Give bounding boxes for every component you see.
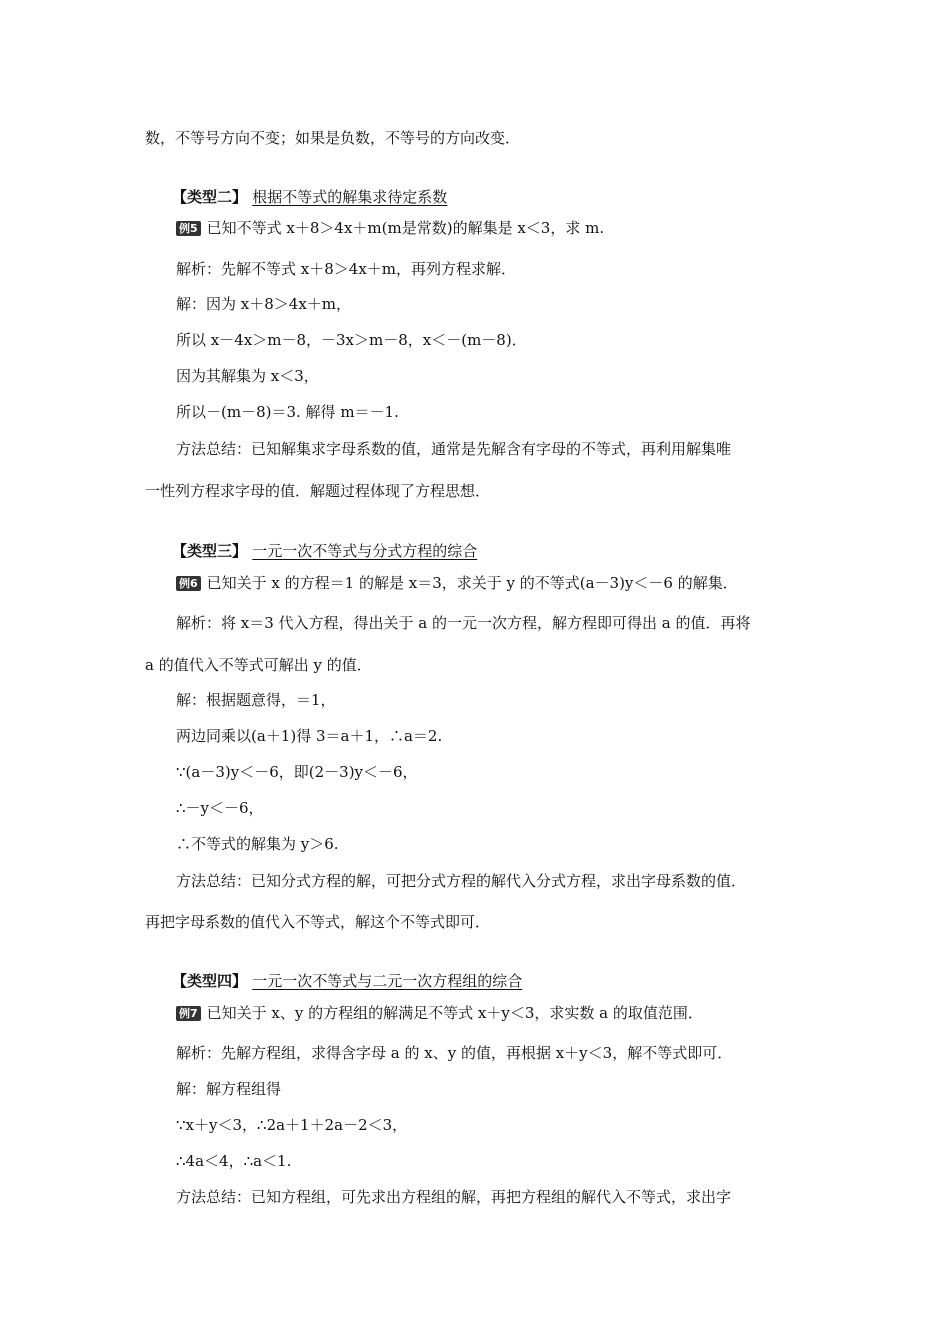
section-label: 【类型三】 [172, 542, 248, 560]
section-header-type2 [172, 187, 447, 207]
section-title: 一元一次不等式与分式方程的综合 [252, 542, 478, 560]
text-line: 解：解方程组得 [176, 1080, 282, 1098]
text-line: ∴－y＜－6， [176, 799, 264, 817]
section-title: 根据不等式的解集求待定系数 [252, 188, 448, 206]
section-label: 【类型四】 [172, 972, 248, 990]
text-line: 方法总结：已知方程组，可先求出方程组的解，再把方程组的解代入不等式，求出字 [176, 1188, 732, 1206]
example-badge: 例6 [176, 576, 201, 591]
text-line: 一性列方程求字母的值．解题过程体现了方程思想． [145, 482, 491, 500]
section-header-type3 [172, 541, 477, 561]
text-line: 解析：将 x＝3 代入方程，得出关于 a 的一元一次方程，解方程即可得出 a 的值．再将 [176, 614, 751, 632]
section-header-type4 [172, 971, 522, 991]
text-line: 解：根据题意得，＝1， [176, 691, 336, 709]
text-line: ∵x＋y＜3，∴2a＋1＋2a－2＜3， [176, 1116, 408, 1134]
example-text: 已知不等式 x＋8＞4x＋m(m是常数)的解集是 x＜3，求 m. [206, 219, 605, 237]
example-badge: 例7 [176, 1006, 201, 1021]
text-line: 解析：先解不等式 x＋8＞4x＋m，再列方程求解． [176, 260, 516, 278]
text-line: 再把字母系数的值代入不等式，解这个不等式即可． [145, 913, 491, 931]
text-line: 数，不等号方向不变；如果是负数，不等号的方向改变． [145, 129, 521, 147]
example-badge: 例5 [176, 221, 201, 236]
example-text: 已知关于 x 的方程＝1 的解是 x＝3，求关于 y 的不等式(a－3)y＜－6 的解集． [206, 574, 738, 592]
example-line [176, 573, 738, 593]
text-line: ∴4a＜4，∴a＜1. [176, 1152, 292, 1170]
text-line: 因为其解集为 x＜3， [176, 367, 319, 385]
example-line [176, 218, 604, 238]
text-line: ∵(a－3)y＜－6，即(2－3)y＜－6， [176, 763, 418, 781]
text-line: 两边同乘以(a＋1)得 3＝a＋1，∴a＝2. [176, 727, 443, 745]
example-line [176, 1003, 703, 1023]
text-line: 方法总结：已知分式方程的解，可把分式方程的解代入分式方程，求出字母系数的值． [176, 872, 747, 890]
text-line: 所以 x－4x＞m－8，－3x＞m－8，x＜－(m－8)． [176, 331, 527, 349]
text-line: 所以－(m－8)＝3. 解得 m＝－1. [176, 403, 399, 421]
text-line: 方法总结：已知解集求字母系数的值，通常是先解含有字母的不等式，再利用解集唯 [176, 440, 732, 458]
section-title: 一元一次不等式与二元一次方程组的综合 [252, 972, 523, 990]
text-line: 解析：先解方程组，求得含字母 a 的 x、y 的值，再根据 x＋y＜3，解不等式即可． [176, 1044, 733, 1062]
section-label: 【类型二】 [172, 188, 248, 206]
text-line: 解：因为 x＋8＞4x＋m， [176, 295, 351, 313]
text-line: a 的值代入不等式可解出 y 的值． [145, 656, 372, 674]
example-text: 已知关于 x、y 的方程组的解满足不等式 x＋y＜3，求实数 a 的取值范围． [206, 1004, 703, 1022]
text-line: ∴不等式的解集为 y＞6. [176, 835, 339, 853]
